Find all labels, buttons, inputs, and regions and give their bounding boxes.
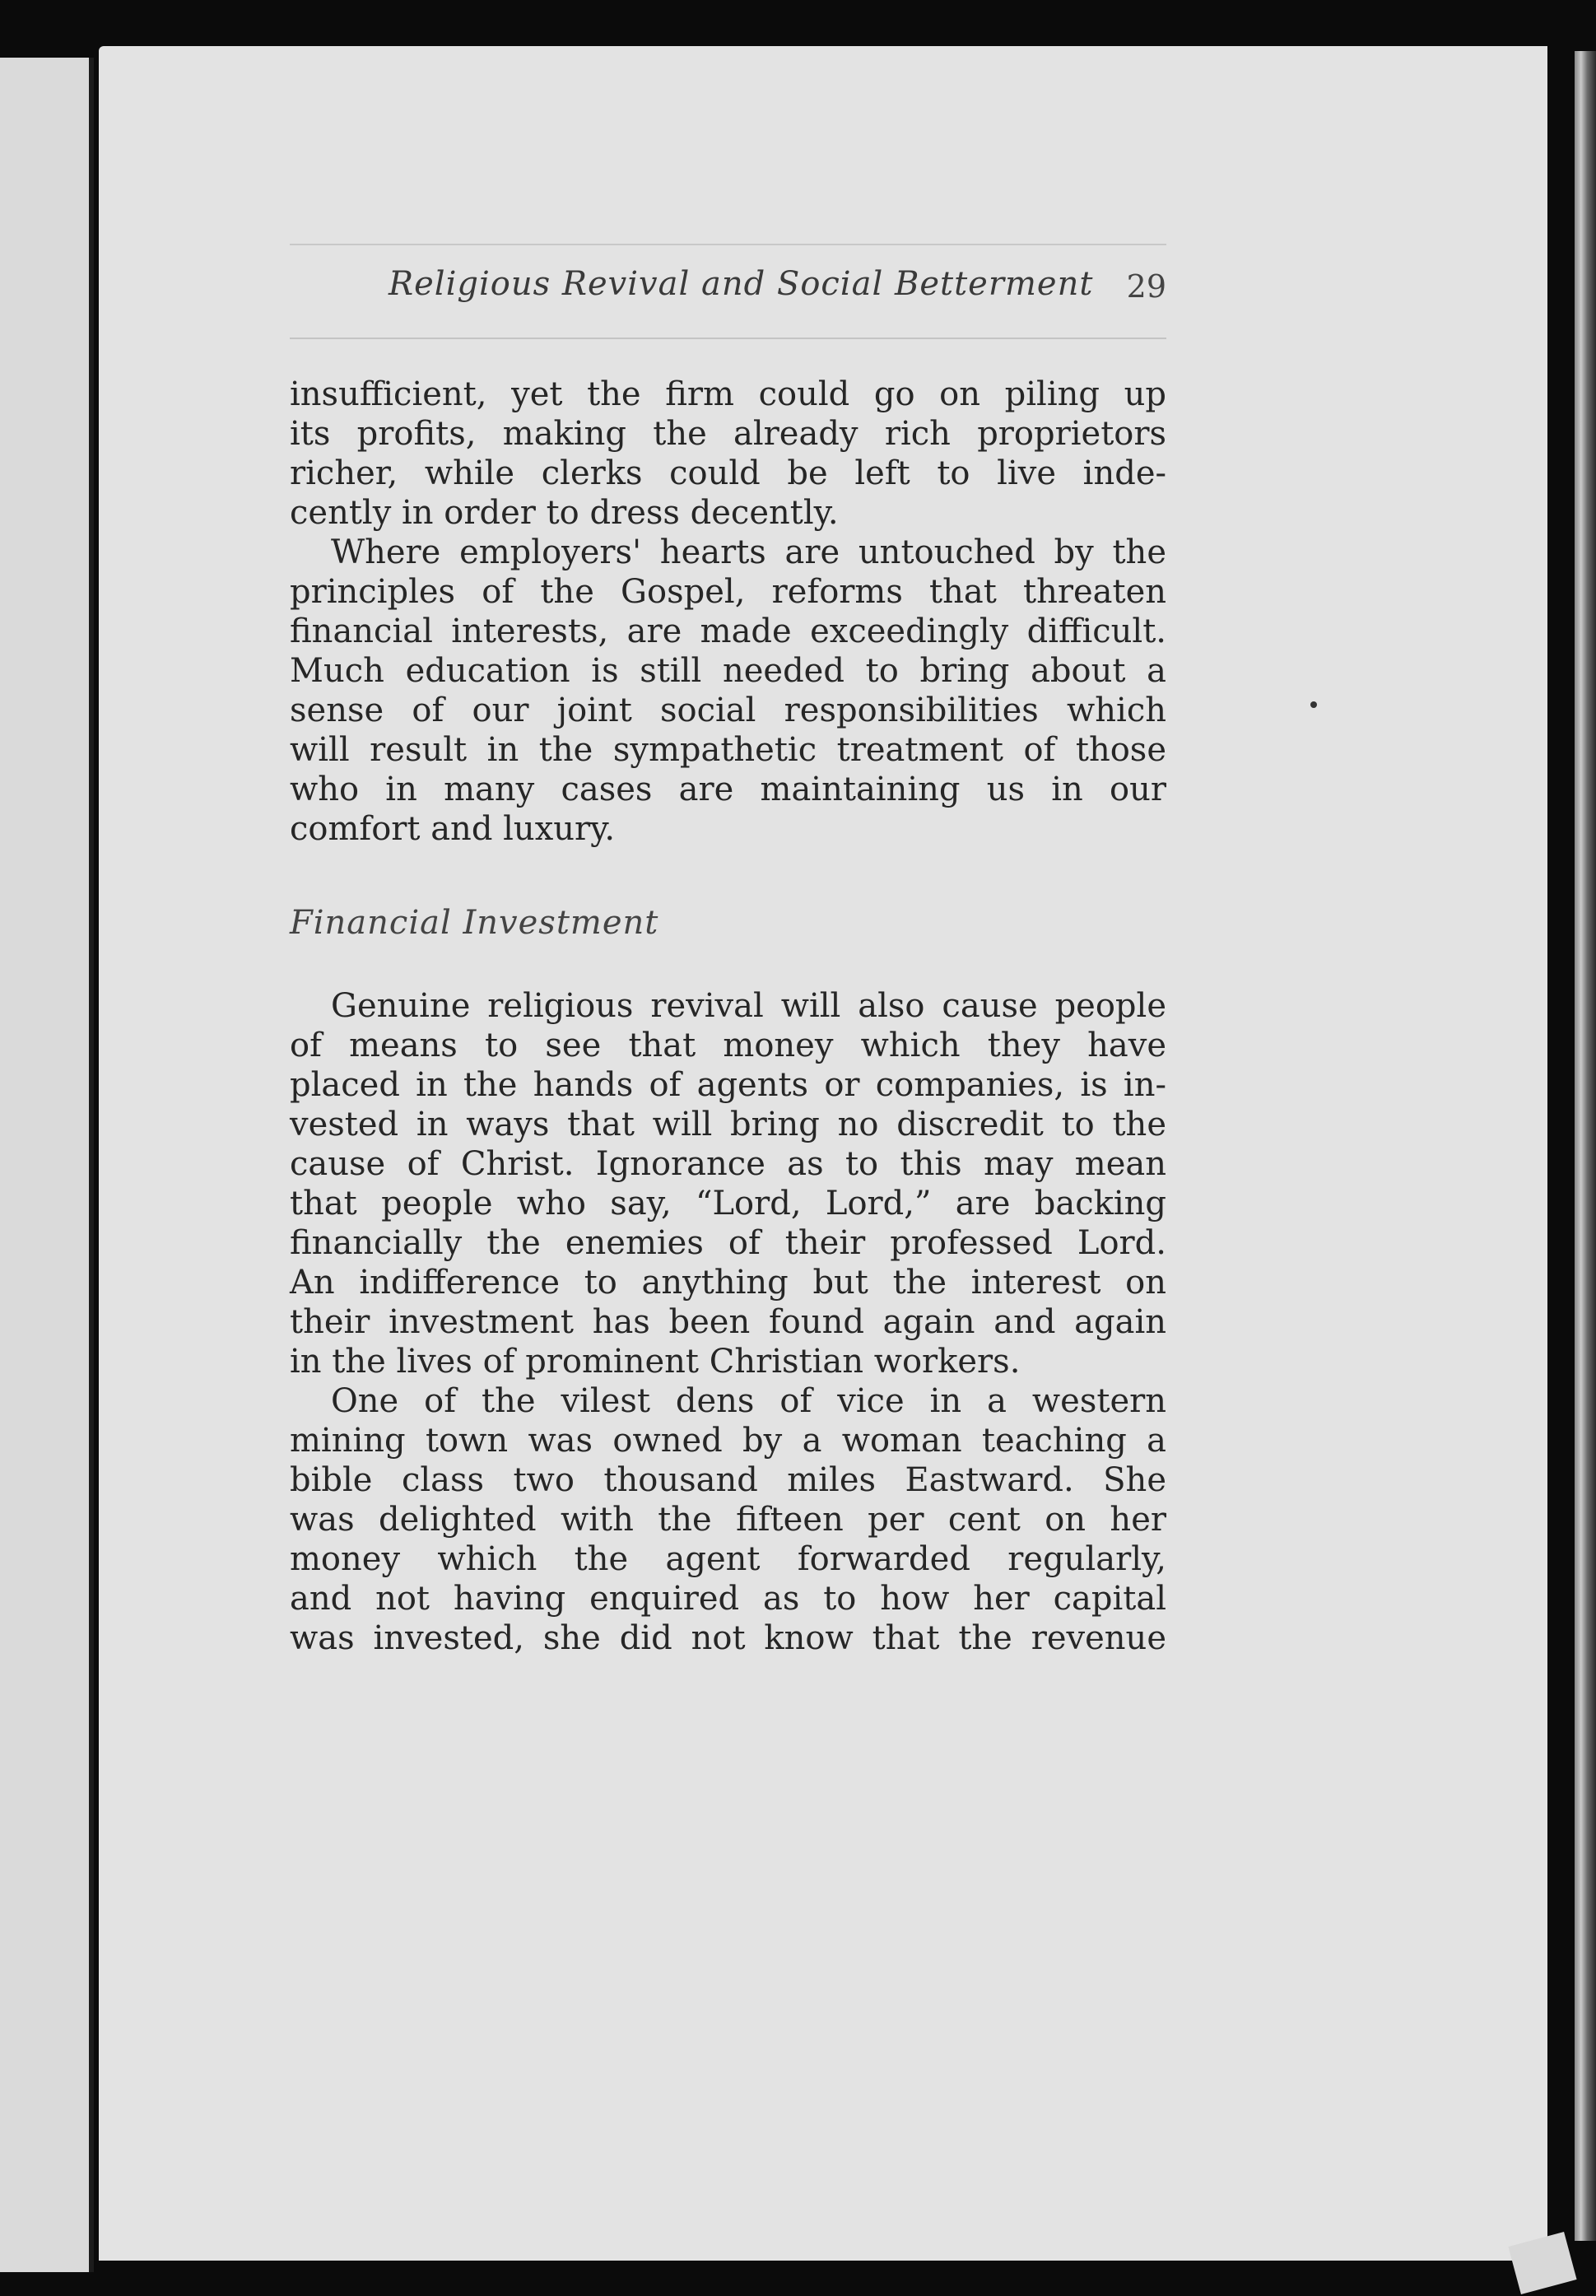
page-stack-edge (1575, 51, 1596, 2241)
left-page-edge (0, 58, 94, 2272)
paragraph (290, 533, 1166, 849)
text-line: vested in ways that will bring no discredit to the (290, 1106, 1166, 1143)
text-line: comfort and luxury. (290, 810, 616, 848)
paragraph (290, 986, 1166, 1381)
section-heading: Financial Investment (290, 904, 659, 942)
body-text-top (290, 375, 1166, 849)
text-line: was delighted with the fifteen per cent on her (290, 1501, 1166, 1539)
text-line: Much education is still needed to bring about a (290, 652, 1166, 690)
text-line: cause of Christ. Ignorance as to this may mean (290, 1145, 1166, 1183)
text-line: financial interests, are made exceedingly difficult. (290, 612, 1166, 650)
ink-speck (1310, 701, 1317, 708)
header-rule (290, 244, 1166, 245)
text-line: insufficient, yet the firm could go on piling up (290, 375, 1166, 413)
text-line: mining town was owned by a woman teaching a (290, 1422, 1166, 1460)
text-line: principles of the Gospel, reforms that threaten (290, 573, 1166, 611)
paragraph (290, 1381, 1166, 1658)
text-line: sense of our joint social responsibilities which (290, 692, 1166, 729)
page-number: 29 (1126, 268, 1166, 305)
paragraph (290, 375, 1166, 533)
text-line: of means to see that money which they have (290, 1027, 1166, 1064)
text-line: placed in the hands of agents or companies, is in- (290, 1066, 1166, 1104)
text-line: Genuine religious revival will also cause people (331, 987, 1166, 1025)
text-line: One of the vilest dens of vice in a western (331, 1382, 1166, 1420)
text-line: cently in order to dress decently. (290, 494, 839, 532)
text-line: who in many cases are maintaining us in our (290, 771, 1166, 808)
text-line: will result in the sympathetic treatment of those (290, 731, 1166, 769)
text-line: and not having enquired as to how her capital (290, 1580, 1166, 1618)
body-text-bottom (290, 986, 1166, 1658)
text-line: that people who say, “Lord, Lord,” are backing (290, 1185, 1166, 1223)
text-line: financially the enemies of their professed Lord. (290, 1224, 1166, 1262)
text-line: An indifference to anything but the interest on (290, 1264, 1166, 1302)
text-line: bible class two thousand miles Eastward. She (290, 1461, 1166, 1499)
header-divider (290, 338, 1166, 339)
text-line: in the lives of prominent Christian workers. (290, 1343, 1021, 1381)
text-line: Where employers' hearts are untouched by the (331, 533, 1166, 571)
text-line: was invested, she did not know that the revenue (290, 1619, 1166, 1657)
running-header (290, 265, 1166, 314)
text-line: its profits, making the already rich proprietors (290, 415, 1166, 453)
text-line: richer, while clerks could be left to live inde- (290, 454, 1166, 492)
text-line: money which the agent forwarded regularly, (290, 1540, 1166, 1578)
text-line: their investment has been found again and again (290, 1303, 1166, 1341)
running-title: Religious Revival and Social Betterment (389, 265, 1094, 303)
